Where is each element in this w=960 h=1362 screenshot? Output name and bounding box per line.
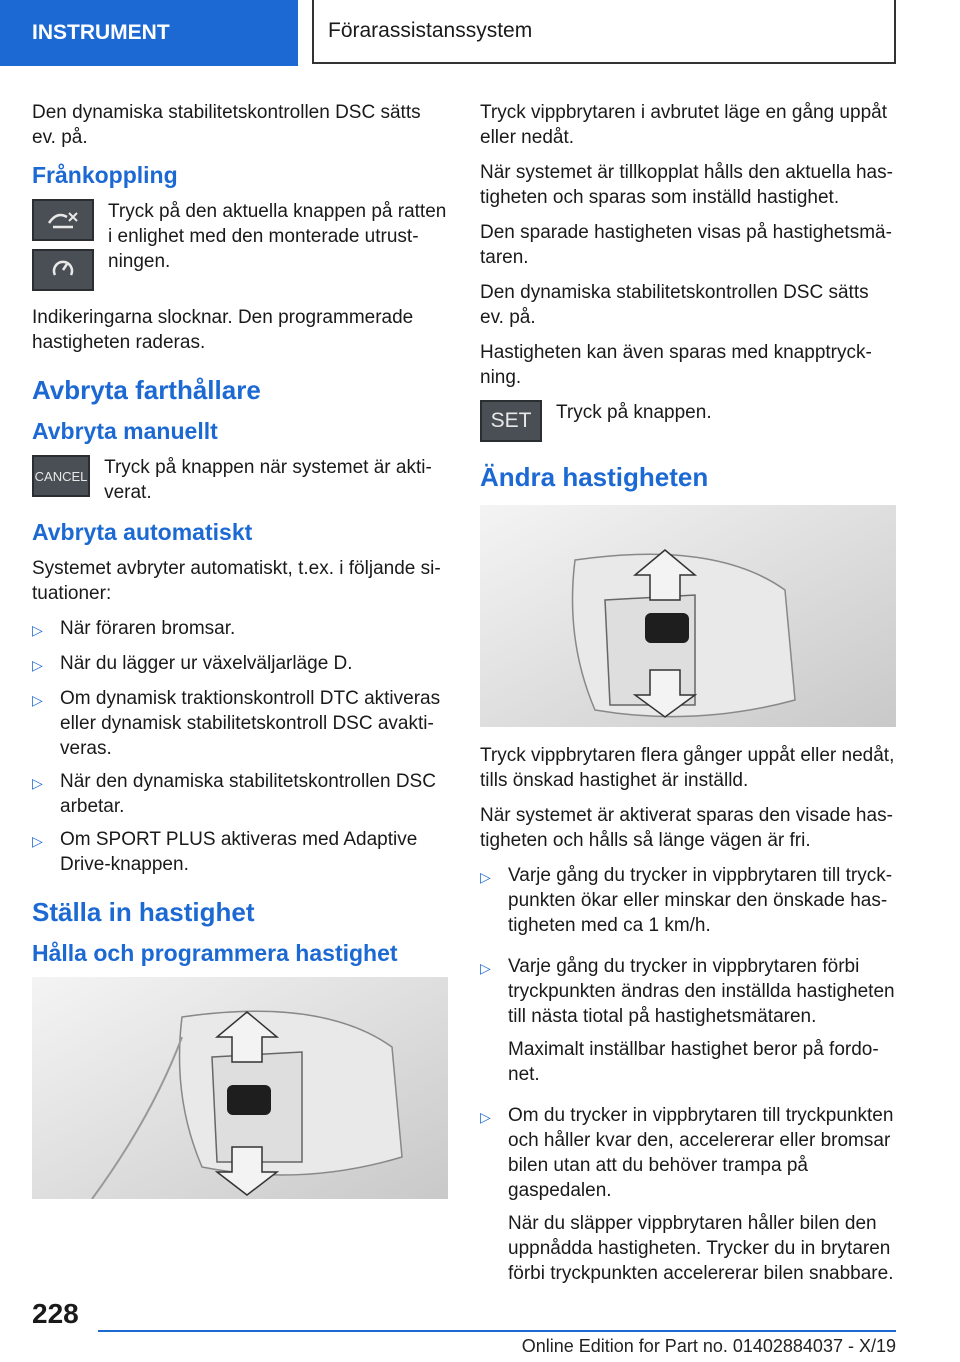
set-row — [480, 400, 896, 442]
section-tab: INSTRUMENT — [0, 0, 298, 66]
intro-paragraph: Den dynamiska stabilitetskontrollen DSC sätts ev. på. — [32, 102, 421, 148]
set-button-icon: SET — [480, 400, 542, 442]
list-item: ▷ När den dynamiska stabilitetskontrollen DSC arbetar. — [32, 771, 436, 817]
bullet-triangle-icon: ▷ — [480, 960, 491, 976]
list-item: ▷ Om dynamisk traktionskontroll DTC aktiveras eller dynamisk stabilitetskontroll DSC avaktiveras. — [32, 688, 441, 759]
automatiskt-list — [32, 616, 448, 877]
page-number: 228 — [32, 1298, 79, 1329]
steering-wheel-rocker-image — [32, 977, 448, 1199]
footer-divider — [98, 1330, 896, 1332]
heading-avbryta: Avbryta farthållare — [32, 375, 261, 405]
manuellt-row — [32, 455, 448, 505]
heading-automatiskt: Avbryta automatiskt — [32, 519, 253, 545]
bullet-triangle-icon: ▷ — [32, 657, 43, 673]
paragraph: Hastigheten kan även sparas med knapptryckning. — [480, 342, 872, 388]
list-item: ▷ När du lägger ur växelväljarläge D. — [32, 651, 448, 678]
paragraph: När systemet är aktiverat sparas den visade hastigheten och hålls så länge vägen är fri. — [480, 805, 893, 851]
bullet-triangle-icon: ▷ — [32, 692, 43, 708]
paragraph: Tryck vippbrytaren flera gånger uppåt eller nedåt, tills önskad hastighet är inställd. — [480, 745, 895, 791]
left-column — [32, 100, 448, 1215]
bullet-triangle-icon: ▷ — [480, 1109, 491, 1125]
indikering-paragraph: Indikeringarna slocknar. Den programmerade hastigheten raderas. — [32, 307, 414, 353]
bullet-triangle-icon: ▷ — [32, 622, 43, 638]
paragraph: Tryck vippbrytaren i avbrutet läge en gång uppåt eller nedåt. — [480, 102, 887, 148]
chapter-title: Förarassistanssystem — [312, 0, 896, 64]
heading-andra: Ändra hastigheten — [480, 462, 709, 492]
cruise-control-off-icon — [32, 199, 94, 241]
automatiskt-text: Systemet avbryter automatiskt, t.ex. i följande situationer: — [32, 558, 441, 604]
list-item: ▷ När föraren bromsar. — [32, 616, 448, 643]
right-column — [480, 100, 896, 1304]
list-item: ▷ Om SPORT PLUS aktiveras med Adaptive Drive-knappen. — [32, 829, 418, 875]
manuellt-text: Tryck på knappen när systemet är aktiverat. — [104, 457, 432, 503]
heading-halla: Hålla och programmera hastighet — [32, 940, 398, 966]
bullet-triangle-icon: ▷ — [480, 869, 491, 885]
list-item: ▷ Varje gång du trycker in vippbrytaren förbi tryckpunkten ändras den inställda hastigheten till nästa tiotal på hastighetsmätaren. Maximalt inställbar hastighet beror på fordonet. — [480, 954, 896, 1095]
heading-manuellt: Avbryta manuellt — [32, 418, 218, 444]
bullet-triangle-icon: ▷ — [32, 833, 43, 849]
heading-stalla: Ställa in hastighet — [32, 897, 255, 927]
list-item: ▷ Varje gång du trycker in vippbrytaren till tryckpunkten ökar eller minskar den önskade hastigheten med ca 1 km/h. — [480, 863, 896, 946]
paragraph: Den dynamiska stabilitetskontrollen DSC sätts ev. på. — [480, 282, 869, 328]
paragraph: Den sparade hastigheten visas på hastighetsmätaren. — [480, 222, 892, 268]
frankoppling-icons — [32, 199, 94, 291]
set-text: Tryck på knappen. — [556, 402, 712, 423]
footer-edition: Online Edition for Part no. 01402884037 - X/19 — [521, 1336, 896, 1356]
heading-frankoppling: Frånkoppling — [32, 162, 178, 188]
andra-list — [480, 863, 896, 1294]
cancel-button-icon: CANCEL — [32, 455, 90, 497]
paragraph: När systemet är tillkopplat hålls den aktuella hastigheten och sparas som inställd hastighet. — [480, 162, 893, 208]
frankoppling-text: Tryck på den aktuella knappen på ratten i enlighet med den monterade utrustningen. — [108, 201, 447, 272]
speed-limiter-icon — [32, 249, 94, 291]
steering-wheel-rocker-image — [480, 505, 896, 727]
list-item: ▷ Om du trycker in vippbrytaren till tryckpunkten och håller kvar den, accelererar eller bromsar bilen utan att du behöver trampa på gaspedalen. När du släpper vippbrytaren håller bilen den uppnådda hastigheten. Trycker du in brytaren förbi tryckpunkten accelererar bilen snabbare. — [480, 1103, 896, 1294]
bullet-triangle-icon: ▷ — [32, 775, 43, 791]
frankoppling-row — [32, 199, 448, 291]
